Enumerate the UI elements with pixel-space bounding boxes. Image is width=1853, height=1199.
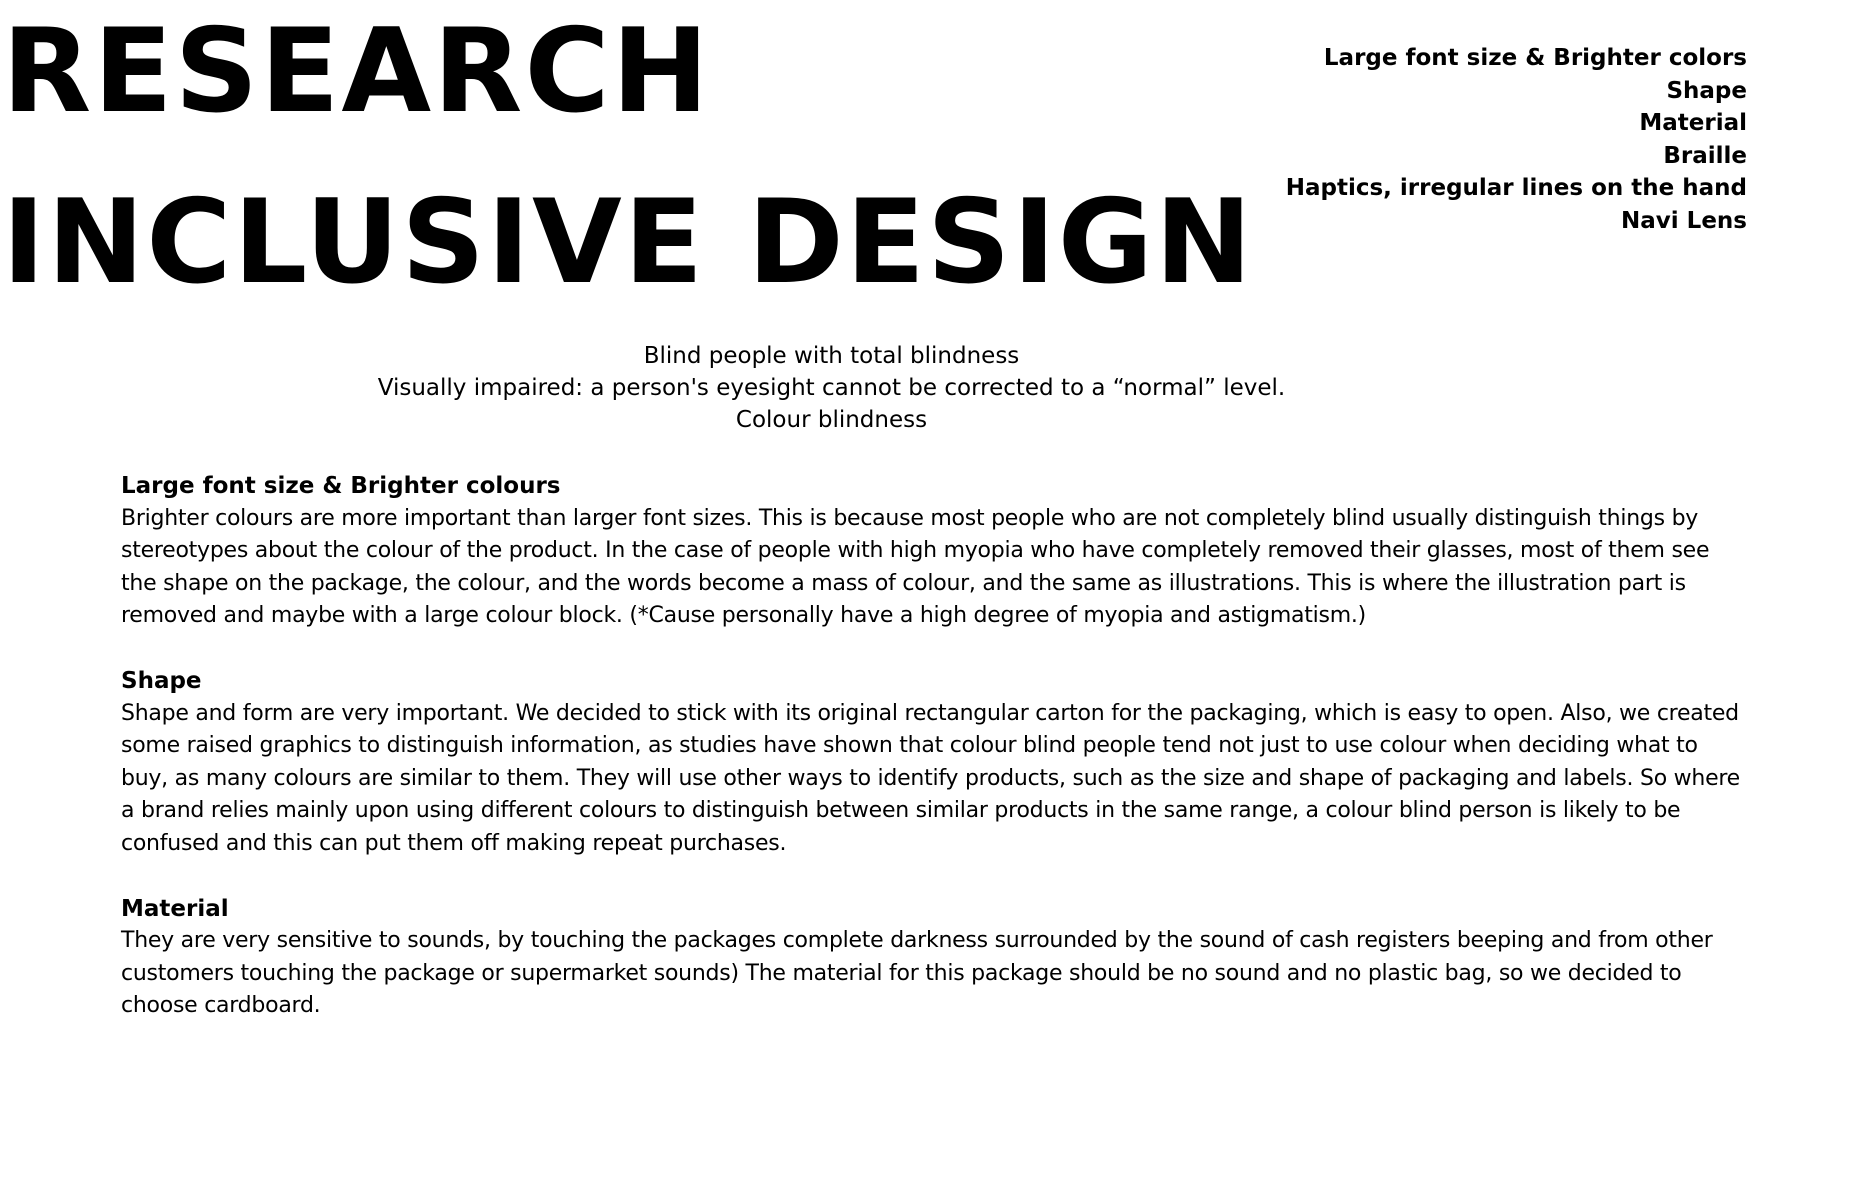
- section-heading: Material: [121, 895, 229, 922]
- section-font-colours: [121, 470, 1751, 633]
- section-body: They are very sensitive to sounds, by touching the packages complete darkness surrounded by the sound of cash registers beeping and from other customers touching the package or supermarket sounds) The material for this package should be no sound and no plastic bag, so we decided to choose cardboard.: [121, 928, 1713, 1018]
- research-content: [121, 470, 1751, 1055]
- section-material: [121, 893, 1751, 1023]
- audience-item: Blind people with total blindness: [643, 343, 1020, 369]
- topic-item: Navi Lens: [1621, 207, 1747, 234]
- topic-item: Shape: [1666, 77, 1747, 104]
- section-body: Brighter colours are more important than larger font sizes. This is because most people who are not completely blind usually distinguish things by stereotypes about the colour of the product. In the case of people with high myopia who have completely removed their glasses, most of them see the shape on the package, the colour, and the words become a mass of colour, and the same as illustrations. This is where the illustration part is removed and maybe with a large colour block. (*Cause personally have a high degree of myopia and astigmatism.): [121, 505, 1710, 628]
- section-shape: [121, 665, 1751, 860]
- page-title-inclusive-design: INCLUSIVE DESIGN: [2, 175, 1254, 310]
- audience-item: Colour blindness: [735, 407, 928, 433]
- section-heading: Shape: [121, 668, 202, 694]
- audience-list: [0, 340, 1758, 436]
- topic-list: [1286, 42, 1747, 238]
- section-body: Shape and form are very important. We decided to stick with its original rectangular carton for the packaging, which is easy to open. Also, we created some raised graphics to distinguish information, as studies have shown that colour blind people tend not just to use colour when deciding what to buy, as many colours are similar to them. They will use other ways to identify products, such as the size and shape of packaging and labels. So where a brand relies mainly upon using different colours to distinguish between similar products in the same range, a colour blind person is likely to be confused and this can put them off making repeat purchases.: [121, 700, 1740, 856]
- topic-item: Haptics, irregular lines on the hand: [1285, 175, 1747, 202]
- audience-item: Visually impaired: a person's eyesight cannot be corrected to a “normal” level.: [377, 375, 1286, 401]
- topic-item: Large font size & Brighter colors: [1323, 45, 1747, 71]
- section-heading: Large font size & Brighter colours: [121, 473, 561, 499]
- topic-item: Braille: [1663, 142, 1747, 169]
- topic-item: Material: [1639, 110, 1747, 137]
- page-title-research: RESEARCH: [2, 4, 711, 139]
